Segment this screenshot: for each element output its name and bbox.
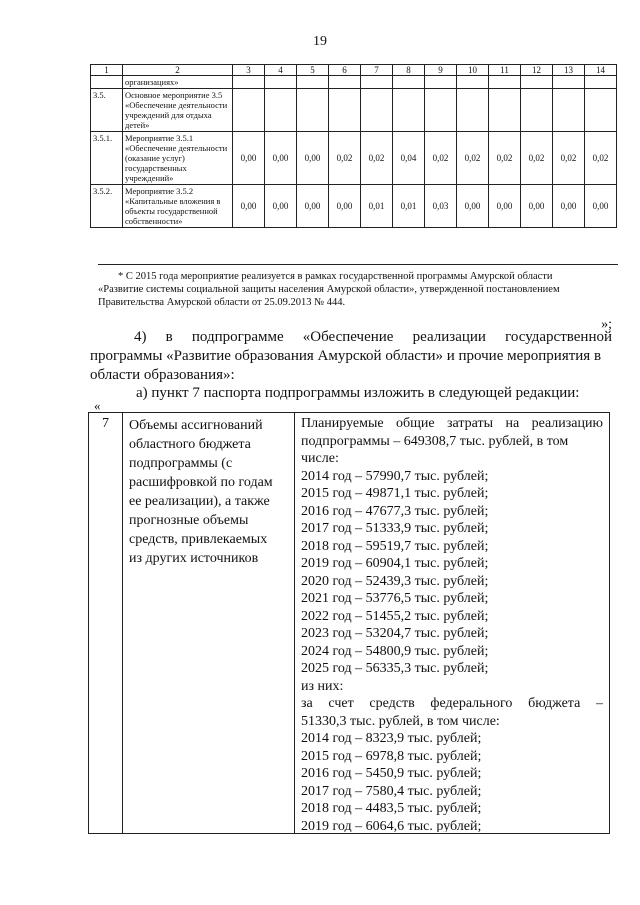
year-amount-line: 2025 год – 56335,3 тыс. рублей; <box>301 661 489 676</box>
content-word: федерального <box>430 696 513 711</box>
year-amount-line: 2023 год – 53204,7 тыс. рублей; <box>301 626 489 641</box>
value-cell: 0,00 <box>297 132 329 185</box>
row-number-cell: 3.5. <box>91 89 123 132</box>
activity-name-cell: Мероприятие 3.5.2 «Капитальные вложения в объекты государственной собственности» <box>123 185 233 228</box>
paragraph-word: подпрограмме <box>191 329 284 345</box>
value-cell <box>361 76 393 89</box>
year-amount-line: 2017 год – 7580,4 тыс. рублей; <box>301 783 482 799</box>
value-cell <box>233 76 265 89</box>
value-cell: 0,00 <box>265 132 297 185</box>
value-cell: 0,04 <box>393 132 425 185</box>
footnote <box>98 270 614 309</box>
value-cell <box>425 76 457 89</box>
year-amount-line: 2016 год – 5450,9 тыс. рублей; <box>301 766 482 781</box>
paragraph-word: в <box>165 329 173 345</box>
value-cell: 0,02 <box>361 132 393 185</box>
value-cell <box>521 76 553 89</box>
label-line: расшифровкой по годам <box>129 475 273 490</box>
content-word: за <box>301 696 313 711</box>
year-amount-line: 2020 год – 52439,3 тыс. рублей; <box>301 573 489 589</box>
year-amount-line: 2024 год – 54800,9 тыс. рублей; <box>301 643 489 659</box>
passport-table <box>88 412 610 834</box>
value-cell <box>553 76 585 89</box>
year-amount-line: 2018 год – 4483,5 тыс. рублей; <box>301 801 482 816</box>
footnote-line: «Развитие системы социальной защиты населения Амурской области», утвержденной постановлением <box>98 284 560 295</box>
value-cell <box>425 89 457 132</box>
table-row <box>89 413 610 834</box>
paragraph-line: области образования»: <box>90 367 235 383</box>
value-cell: 0,00 <box>233 185 265 228</box>
paragraph-line <box>90 328 612 347</box>
value-cell <box>329 89 361 132</box>
content-line: числе: <box>301 451 339 466</box>
value-cell <box>489 76 521 89</box>
row-content <box>295 413 610 834</box>
year-amount-line: 2017 год – 51333,9 тыс. рублей; <box>301 521 489 536</box>
paragraph-word: 4) <box>134 329 147 345</box>
label-line: областного бюджета <box>129 437 251 452</box>
header-cell: 6 <box>329 65 361 76</box>
row-number-cell: 3.5.1. <box>91 132 123 185</box>
activity-name-cell: Основное мероприятие 3.5 «Обеспечение деятельности учреждений для отдыха детей» <box>123 89 233 132</box>
value-cell <box>329 76 361 89</box>
header-cell: 4 <box>265 65 297 76</box>
value-cell: 0,02 <box>425 132 457 185</box>
value-cell <box>265 76 297 89</box>
footnote-divider <box>98 264 618 265</box>
paragraph-word: реализации <box>412 329 486 345</box>
label-line: средств, привлекаемых <box>129 532 268 547</box>
header-cell: 2 <box>123 65 233 76</box>
value-cell <box>585 89 617 132</box>
content-word: Планируемые <box>301 416 384 431</box>
activity-name-cell: организациях» <box>123 76 233 89</box>
value-cell: 0,02 <box>329 132 361 185</box>
header-cell: 11 <box>489 65 521 76</box>
content-word: средств <box>369 696 415 711</box>
value-cell <box>393 76 425 89</box>
year-amount-line: 2018 год – 59519,7 тыс. рублей; <box>301 538 489 554</box>
table-header-row <box>91 65 617 76</box>
value-cell: 0,00 <box>521 185 553 228</box>
activity-name-cell: Мероприятие 3.5.1 «Обеспечение деятельности (оказание услуг) государственных учреждений» <box>123 132 233 185</box>
paragraph-line: программы «Развитие образования Амурской области» и прочие мероприятия в <box>90 348 602 364</box>
label-line: Объемы ассигнований <box>129 418 263 433</box>
paragraph-word: государственной <box>505 329 612 345</box>
label-line: прогнозные объемы <box>129 513 249 528</box>
value-cell: 0,02 <box>489 132 521 185</box>
value-cell: 0,00 <box>457 185 489 228</box>
value-cell: 0,00 <box>489 185 521 228</box>
header-cell: 3 <box>233 65 265 76</box>
content-word: бюджета <box>528 696 581 711</box>
header-cell: 7 <box>361 65 393 76</box>
header-cell: 10 <box>457 65 489 76</box>
value-cell <box>361 89 393 132</box>
content-line <box>301 415 603 433</box>
value-cell <box>489 89 521 132</box>
content-word: реализацию <box>531 416 603 431</box>
value-cell: 0,00 <box>297 185 329 228</box>
value-cell: 0,00 <box>553 185 585 228</box>
year-amount-line: 2019 год – 6064,6 тыс. рублей; <box>301 818 482 832</box>
value-cell <box>233 89 265 132</box>
header-cell: 9 <box>425 65 457 76</box>
value-cell <box>393 89 425 132</box>
value-cell: 0,00 <box>585 185 617 228</box>
table-row <box>91 185 617 228</box>
year-amount-line: 2014 год – 8323,9 тыс. рублей; <box>301 731 482 746</box>
content-word: общие <box>396 416 435 431</box>
opening-quote-mark: « <box>94 398 101 413</box>
footnote-line: * С 2015 года мероприятие реализуется в рамках государственной программы Амурской области <box>118 271 553 282</box>
content-word: – <box>595 696 603 711</box>
year-amount-line: 2019 год – 60904,1 тыс. рублей; <box>301 556 489 571</box>
activities-table <box>90 64 617 228</box>
value-cell <box>457 89 489 132</box>
label-line: подпрограммы (с <box>129 456 233 471</box>
value-cell <box>457 76 489 89</box>
header-cell: 8 <box>393 65 425 76</box>
table-row <box>91 76 617 89</box>
value-cell <box>585 76 617 89</box>
paragraph-word: «Обеспечение <box>302 329 394 345</box>
label-line: из других источников <box>129 551 259 566</box>
value-cell: 0,02 <box>457 132 489 185</box>
header-cell: 14 <box>585 65 617 76</box>
content-word: счет <box>328 696 354 711</box>
page-number: 19 <box>313 34 327 49</box>
row-number-cell <box>91 76 123 89</box>
value-cell: 0,01 <box>393 185 425 228</box>
content-word: затраты <box>447 416 494 431</box>
content-line: 51330,3 тыс. рублей, в том числе: <box>301 713 500 729</box>
content-line: из них: <box>301 678 344 694</box>
table-row <box>91 89 617 132</box>
value-cell: 0,02 <box>585 132 617 185</box>
header-cell: 13 <box>553 65 585 76</box>
value-cell: 0,00 <box>233 132 265 185</box>
year-amount-line: 2015 год – 6978,8 тыс. рублей; <box>301 748 482 764</box>
value-cell: 0,02 <box>521 132 553 185</box>
value-cell: 0,02 <box>553 132 585 185</box>
value-cell <box>297 89 329 132</box>
label-line: ее реализации), а также <box>129 494 270 509</box>
value-cell <box>521 89 553 132</box>
value-cell <box>297 76 329 89</box>
row-number: 7 <box>89 413 123 834</box>
year-amount-line: 2015 год – 49871,1 тыс. рублей; <box>301 486 489 501</box>
year-amount-line: 2021 год – 53776,5 тыс. рублей; <box>301 591 489 606</box>
value-cell <box>265 89 297 132</box>
row-number-cell: 3.5.2. <box>91 185 123 228</box>
value-cell: 0,00 <box>265 185 297 228</box>
value-cell: 0,01 <box>361 185 393 228</box>
header-cell: 1 <box>91 65 123 76</box>
year-amount-line: 2014 год – 57990,7 тыс. рублей; <box>301 468 489 484</box>
content-line: подпрограммы – 649308,7 тыс. рублей, в том <box>301 433 569 449</box>
content-line <box>301 695 603 713</box>
closing-quote-mark: »; <box>601 317 612 332</box>
paragraph-4 <box>90 328 612 385</box>
year-amount-line: 2016 год – 47677,3 тыс. рублей; <box>301 503 489 519</box>
row-label <box>123 413 295 834</box>
header-cell: 12 <box>521 65 553 76</box>
paragraph-a: а) пункт 7 паспорта подпрограммы изложить в следующей редакции: <box>136 385 580 401</box>
header-cell: 5 <box>297 65 329 76</box>
content-word: на <box>505 416 520 431</box>
table-row <box>91 132 617 185</box>
value-cell: 0,00 <box>329 185 361 228</box>
value-cell: 0,03 <box>425 185 457 228</box>
year-amount-line: 2022 год – 51455,2 тыс. рублей; <box>301 608 489 624</box>
footnote-line: Правительства Амурской области от 25.09.2013 № 444. <box>98 297 346 308</box>
value-cell <box>553 89 585 132</box>
